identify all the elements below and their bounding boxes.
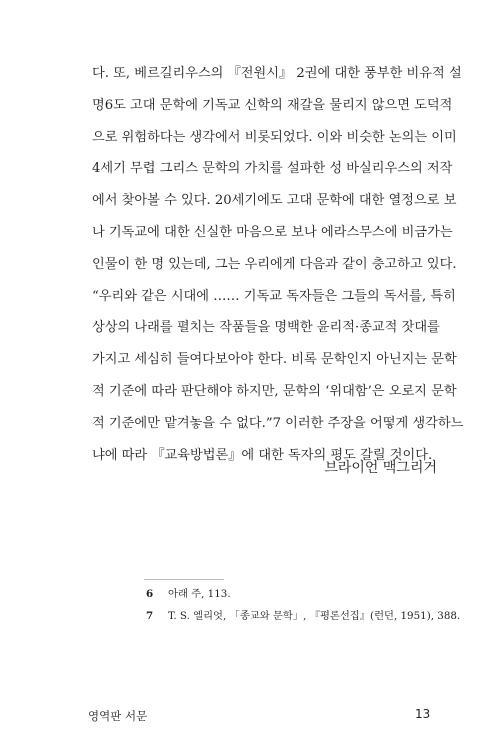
body-line: 냐에 따라 『교육방법론』에 대한 독자의 평도 갈릴 것이다. bbox=[92, 447, 433, 463]
footnote bbox=[146, 605, 460, 627]
footnotes bbox=[146, 583, 460, 627]
body-line: 상상의 나래를 펼치는 작품들을 명백한 윤리적·종교적 잣대를 bbox=[92, 320, 440, 336]
body-line: “우리와 같은 시대에 …… 기독교 독자들은 그들의 독서를, 특히 bbox=[92, 288, 456, 304]
body-line: 가지고 세심히 들여다보아야 한다. 비록 문학인지 아닌지는 문학 bbox=[92, 352, 457, 368]
author-signature: 브라이언 맥그리거 bbox=[324, 460, 437, 476]
body-line: 4세기 무렵 그리스 문학의 가치를 설파한 성 바실리우스의 저작 bbox=[92, 161, 453, 177]
footnote-text: 아래 주, 113. bbox=[168, 588, 231, 600]
body-line: 적 기준에만 맡겨놓을 수 없다.”7 이러한 주장을 어떻게 생각하느 bbox=[92, 415, 464, 431]
body-line: 으로 위험하다는 생각에서 비롯되었다. 이와 비슷한 논의는 이미 bbox=[92, 129, 457, 145]
body-line: 적 기준에 따라 판단해야 하지만, 문학의 ‘위대함’은 오로지 문학 bbox=[92, 383, 457, 399]
footnote-number: 6 bbox=[146, 588, 154, 600]
body-line: 에서 찾아볼 수 있다. 20세기에도 고대 문학에 대한 열정으로 보 bbox=[92, 193, 457, 209]
body-text bbox=[92, 58, 464, 471]
body-line: 다. 또, 베르길리우스의 『전원시』 2권에 대한 풍부한 비유적 설 bbox=[92, 66, 462, 81]
footnote-divider bbox=[144, 579, 224, 580]
footnote-text: T. S. 엘리엇, 「종교와 문학」, 『평론선집』(런던, 1951), 388. bbox=[168, 610, 461, 622]
body-line: 인물이 한 명 있는데, 그는 우리에게 다음과 같이 충고하고 있다. bbox=[92, 256, 457, 272]
body-line: 나 기독교에 대한 신실한 마음으로 보나 에라스무스에 비금가는 bbox=[92, 224, 453, 240]
footnote-number: 7 bbox=[146, 610, 154, 622]
page-number: 13 bbox=[415, 707, 431, 721]
footnote bbox=[146, 583, 460, 605]
running-title: 영역판 서문 bbox=[88, 709, 148, 723]
body-line: 명6도 고대 문학에 기독교 신학의 재갈을 물리지 않으면 도덕적 bbox=[92, 97, 453, 113]
